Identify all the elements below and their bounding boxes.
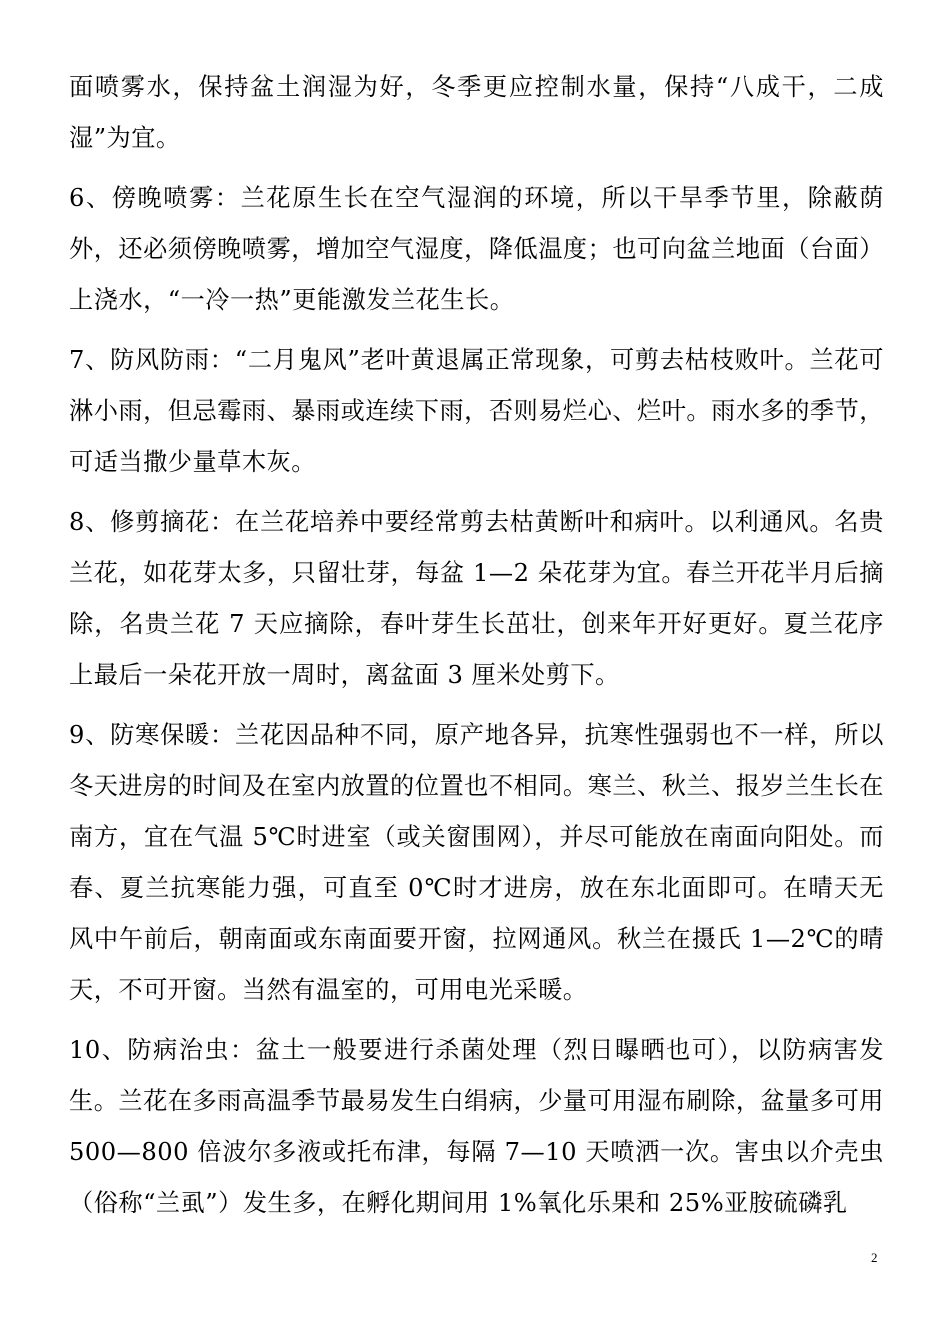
body-text	[69, 62, 884, 1238]
page-number: 2	[871, 1250, 878, 1265]
paragraph-continuation: 面喷雾水，保持盆土润湿为好，冬季更应控制水量，保持“八成干，二成湿”为宜。	[69, 73, 884, 152]
paragraph-cold-protection: 9、防寒保暖：兰花因品种不同，原产地各异，抗寒性强弱也不一样，所以冬天进房的时间及在室内放置的位置也不相同。寒兰、秋兰、报岁兰生长在南方，宜在气温 5℃时进室（或关窗围网），并尽可能放在南面向阳处。而春、夏兰抗寒能力强，可直至 0℃时才进房，放在东北面即可。在晴天无风中午前后，朝南面或东南面要开窗，拉网通风。秋兰在摄氏 1—2℃的晴天，不可开窗。当然有温室的，可用电光采暖。	[69, 721, 884, 1004]
paragraph-wind-rain-protection: 7、防风防雨：“二月鬼风”老叶黄退属正常现象，可剪去枯枝败叶。兰花可淋小雨，但忌霉雨、暴雨或连续下雨，否则易烂心、烂叶。雨水多的季节，可适当撒少量草木灰。	[69, 346, 884, 476]
paragraph-pruning-flowers: 8、修剪摘花：在兰花培养中要经常剪去枯黄断叶和病叶。以利通风。名贵兰花，如花芽太多，只留壮芽，每盆 1—2 朵花芽为宜。春兰开花半月后摘除，名贵兰花 7 天应摘除，春叶芽生长茁壮，创来年开好更好。夏兰花序上最后一朵花开放一周时，离盆面 3 厘米处剪下。	[69, 508, 884, 689]
paragraph-evening-misting: 6、傍晚喷雾：兰花原生长在空气湿润的环境，所以干旱季节里，除蔽荫外，还必须傍晚喷雾，增加空气湿度，降低温度；也可向盆兰地面（台面）上浇水，“一冷一热”更能激发兰花生长。	[69, 184, 884, 314]
paragraph-pest-control: 10、防病治虫：盆土一般要进行杀菌处理（烈日曝晒也可），以防病害发生。兰花在多雨高温季节最易发生白绢病，少量可用湿布刷除，盆量多可用 500—800 倍波尔多液或托布津，每隔 7—10 天喷洒一次。害虫以介壳虫（俗称“兰虱”）发生多，在孵化期间用 1%氧化乐果和 25%亚胺硫磷乳	[69, 1036, 884, 1217]
